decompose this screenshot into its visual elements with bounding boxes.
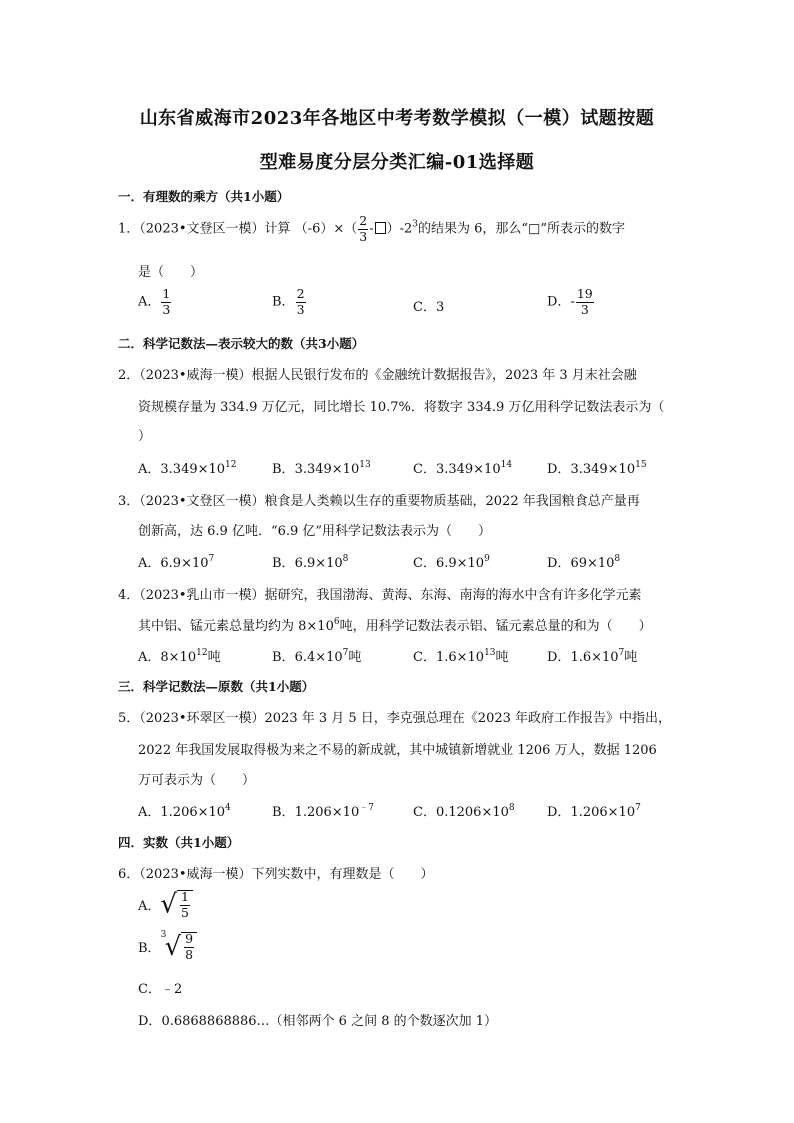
option-base: 6.9×10: [435, 556, 485, 571]
option-label: C．: [413, 650, 436, 665]
option-label: D．: [547, 462, 571, 477]
q1-option-c[interactable]: [413, 296, 444, 315]
option-base: 6.9×10: [160, 556, 209, 571]
q1-b-fraction: [296, 288, 306, 316]
option-value: 3: [435, 300, 445, 315]
frac-num: 1: [162, 286, 171, 301]
option-exp: 7: [635, 803, 641, 813]
option-label: A．: [138, 650, 161, 665]
q1-option-a[interactable]: [138, 288, 172, 316]
option-label: D．: [547, 556, 571, 571]
q6-option-a[interactable]: [138, 890, 193, 919]
option-label: C．: [413, 462, 436, 477]
section-heading-4: 四．实数（共1小题）: [118, 835, 240, 850]
q5-option-a[interactable]: [138, 801, 231, 820]
option-label: B．: [138, 941, 161, 956]
q6-option-b[interactable]: [138, 932, 197, 961]
option-unit: 吨: [495, 650, 509, 665]
q6-option-d[interactable]: [138, 1010, 497, 1029]
option-exp: 7: [342, 648, 349, 658]
q1-expr-a: （-6）×（: [294, 221, 358, 237]
cube-root-icon: 3 √ $\frac{9}{8}$: [161, 932, 198, 961]
option-exp: 4: [225, 803, 231, 813]
square-root-icon: √ $\frac{1}{5}$: [160, 890, 193, 919]
option-value: 0.6868868886…（相邻两个 6 之间 8 的个数逐次加 1）: [161, 1014, 498, 1029]
option-value: ﹣2: [160, 982, 183, 997]
q2-line3: ）: [138, 429, 152, 444]
q4-option-b[interactable]: [272, 646, 361, 665]
q1-option-b[interactable]: [272, 288, 307, 316]
option-label: A．: [138, 462, 161, 477]
doc-title-line2: 型难易度分层分类汇编-01选择题: [259, 152, 535, 173]
q4-line2-a: 其中铝、锰元素总量均约为 8×10: [138, 619, 334, 634]
root-index: 3: [160, 930, 167, 940]
section-heading-3: 三．科学记数法—原数（共1小题）: [118, 679, 315, 694]
option-label: B．: [272, 805, 295, 820]
frac-den: 5: [180, 904, 189, 920]
option-sign: -: [570, 294, 575, 310]
option-label: B．: [272, 294, 295, 310]
option-exp: 8: [342, 554, 349, 564]
q3-option-a[interactable]: [138, 552, 214, 571]
q5-line1: 5．（2023•环翠区一模）2023 年 3 月 5 日，李克强总理在《2023 年政府工作报告》中指出，: [118, 711, 672, 726]
option-exp: 7: [618, 648, 625, 658]
q1-frac-num: 2: [359, 213, 368, 228]
q4-option-c[interactable]: [413, 646, 509, 665]
option-label: D．: [547, 805, 571, 820]
frac-den: 3: [580, 301, 589, 317]
q1-line2: 是（ ）: [138, 265, 204, 280]
q4-option-a[interactable]: [138, 646, 221, 665]
frac-num: 2: [296, 286, 305, 301]
option-base: 8×10: [160, 650, 197, 665]
q1-a-fraction: [161, 288, 171, 316]
q1-option-d[interactable]: [547, 288, 595, 316]
option-unit: 吨: [348, 650, 362, 665]
option-base: 6.4×10: [294, 650, 343, 665]
option-base: 1.6×10: [435, 650, 485, 665]
q4-option-d[interactable]: [547, 646, 637, 665]
q4-line2-exp: 6: [333, 617, 340, 627]
q5-line3: 万可表示为（ ）: [138, 773, 256, 788]
q3-option-b[interactable]: [272, 552, 348, 571]
frac-den: 3: [162, 301, 171, 317]
q2-option-c[interactable]: [413, 458, 512, 477]
option-label: B．: [272, 650, 295, 665]
option-exp: 13: [484, 648, 496, 658]
option-base: 3.349×10: [435, 462, 501, 477]
frac-den: 8: [185, 946, 194, 962]
option-label: C．: [138, 982, 161, 997]
q2-option-a[interactable]: [138, 458, 237, 477]
option-label: B．: [272, 556, 295, 571]
option-label: A．: [138, 294, 161, 310]
q3-line1: 3．（2023•文登区一模）粮食是人类赖以生存的重要物质基础，2022 年我国粮食总产量再: [118, 494, 640, 509]
q5-line2: 2022 年我国发展取得极为来之不易的新成就，其中城镇新增就业 1206 万人，数据 1206: [138, 743, 657, 758]
option-label: D．: [547, 294, 571, 310]
option-unit: 吨: [624, 650, 638, 665]
frac-num: 9: [185, 931, 194, 946]
q3-line2: 创新高，达 6.9 亿吨．“6.9 亿”用科学记数法表示为（ ）: [138, 524, 492, 539]
frac-num: 1: [180, 889, 189, 904]
option-label: D．: [138, 1014, 162, 1029]
option-base: 0.1206×10: [435, 805, 509, 820]
q2-option-b[interactable]: [272, 458, 371, 477]
option-base: 3.349×10: [570, 462, 636, 477]
frac-num: 19: [576, 286, 593, 301]
option-exp: 9: [484, 554, 490, 564]
option-exp: 8: [508, 803, 515, 813]
option-label: A．: [138, 805, 161, 820]
option-exp: 15: [635, 460, 647, 470]
q6-option-c[interactable]: [138, 978, 182, 997]
q3-option-d[interactable]: [547, 552, 620, 571]
q2-line1: 2．（2023•威海一模）根据人民银行发布的《金融统计数据报告》，2023 年 3 月末社会融: [118, 368, 637, 383]
option-exp: 7: [208, 554, 215, 564]
q1-d-fraction: [576, 288, 594, 316]
doc-title-line1: 山东省威海市2023年各地区中考考数学模拟（一模）试题按题: [139, 108, 655, 129]
q2-line2: 资规模存量为 334.9 万亿元，同比增长 10.7%．将数字 334.9 万亿用科学记数法表示为（: [138, 400, 665, 415]
q5-option-d[interactable]: [547, 801, 641, 820]
option-label: A．: [138, 899, 161, 914]
q1-fraction: [358, 215, 368, 243]
option-exp: 12: [196, 648, 208, 658]
option-label: C．: [413, 556, 436, 571]
option-base: 1.6×10: [570, 650, 619, 665]
q1-line1: [118, 215, 625, 243]
option-exp: 13: [359, 460, 371, 470]
q6-line1: 6．（2023•威海一模）下列实数中，有理数是（ ）: [118, 867, 434, 882]
option-base: 69×10: [570, 556, 615, 571]
option-label: A．: [138, 556, 161, 571]
q1-expr-b: ）-2: [386, 221, 413, 237]
q1-suffix: 的结果为 6，那么“□”所表示的数字: [418, 221, 625, 237]
q4-line1: 4．（2023•乳山市一模）据研究，我国渤海、黄海、东海、南海的海水中含有许多化学元素: [118, 588, 642, 603]
option-label: D．: [547, 650, 571, 665]
q2-option-d[interactable]: [547, 458, 647, 477]
frac-den: 3: [296, 301, 305, 317]
section-heading-2: 二．科学记数法—表示较大的数（共3小题）: [118, 336, 365, 351]
option-base: 3.349×10: [294, 462, 360, 477]
option-exp: 14: [500, 460, 513, 470]
option-label: C．: [413, 300, 436, 315]
option-base: 6.9×10: [294, 556, 343, 571]
option-unit: 吨: [207, 650, 221, 665]
q1-exponent: 3: [412, 219, 418, 230]
option-base: 3.349×10: [160, 462, 226, 477]
q1-prefix: 1．（2023•文登区一模）计算: [118, 221, 291, 237]
q1-minus: -: [369, 221, 374, 237]
option-base: 1.206×10: [294, 805, 360, 820]
option-exp: 8: [614, 554, 621, 564]
q5-option-c[interactable]: [413, 801, 515, 820]
blank-box-icon: [375, 222, 386, 234]
option-label: C．: [413, 805, 436, 820]
q1-frac-den: 3: [359, 228, 368, 244]
option-label: B．: [272, 462, 295, 477]
section-heading-1: 一．有理数的乘方（共1小题）: [118, 189, 290, 204]
option-base: 1.206×10: [570, 805, 636, 820]
option-base: 1.206×10: [160, 805, 226, 820]
q4-line2-b: 吨，用科学记数法表示铝、锰元素总量的和为（ ）: [339, 619, 652, 634]
option-exp: ﹣7: [359, 803, 374, 813]
q5-option-b[interactable]: [272, 801, 374, 820]
option-exp: 12: [225, 460, 237, 470]
q3-option-c[interactable]: [413, 552, 490, 571]
q4-line2: [138, 615, 652, 634]
